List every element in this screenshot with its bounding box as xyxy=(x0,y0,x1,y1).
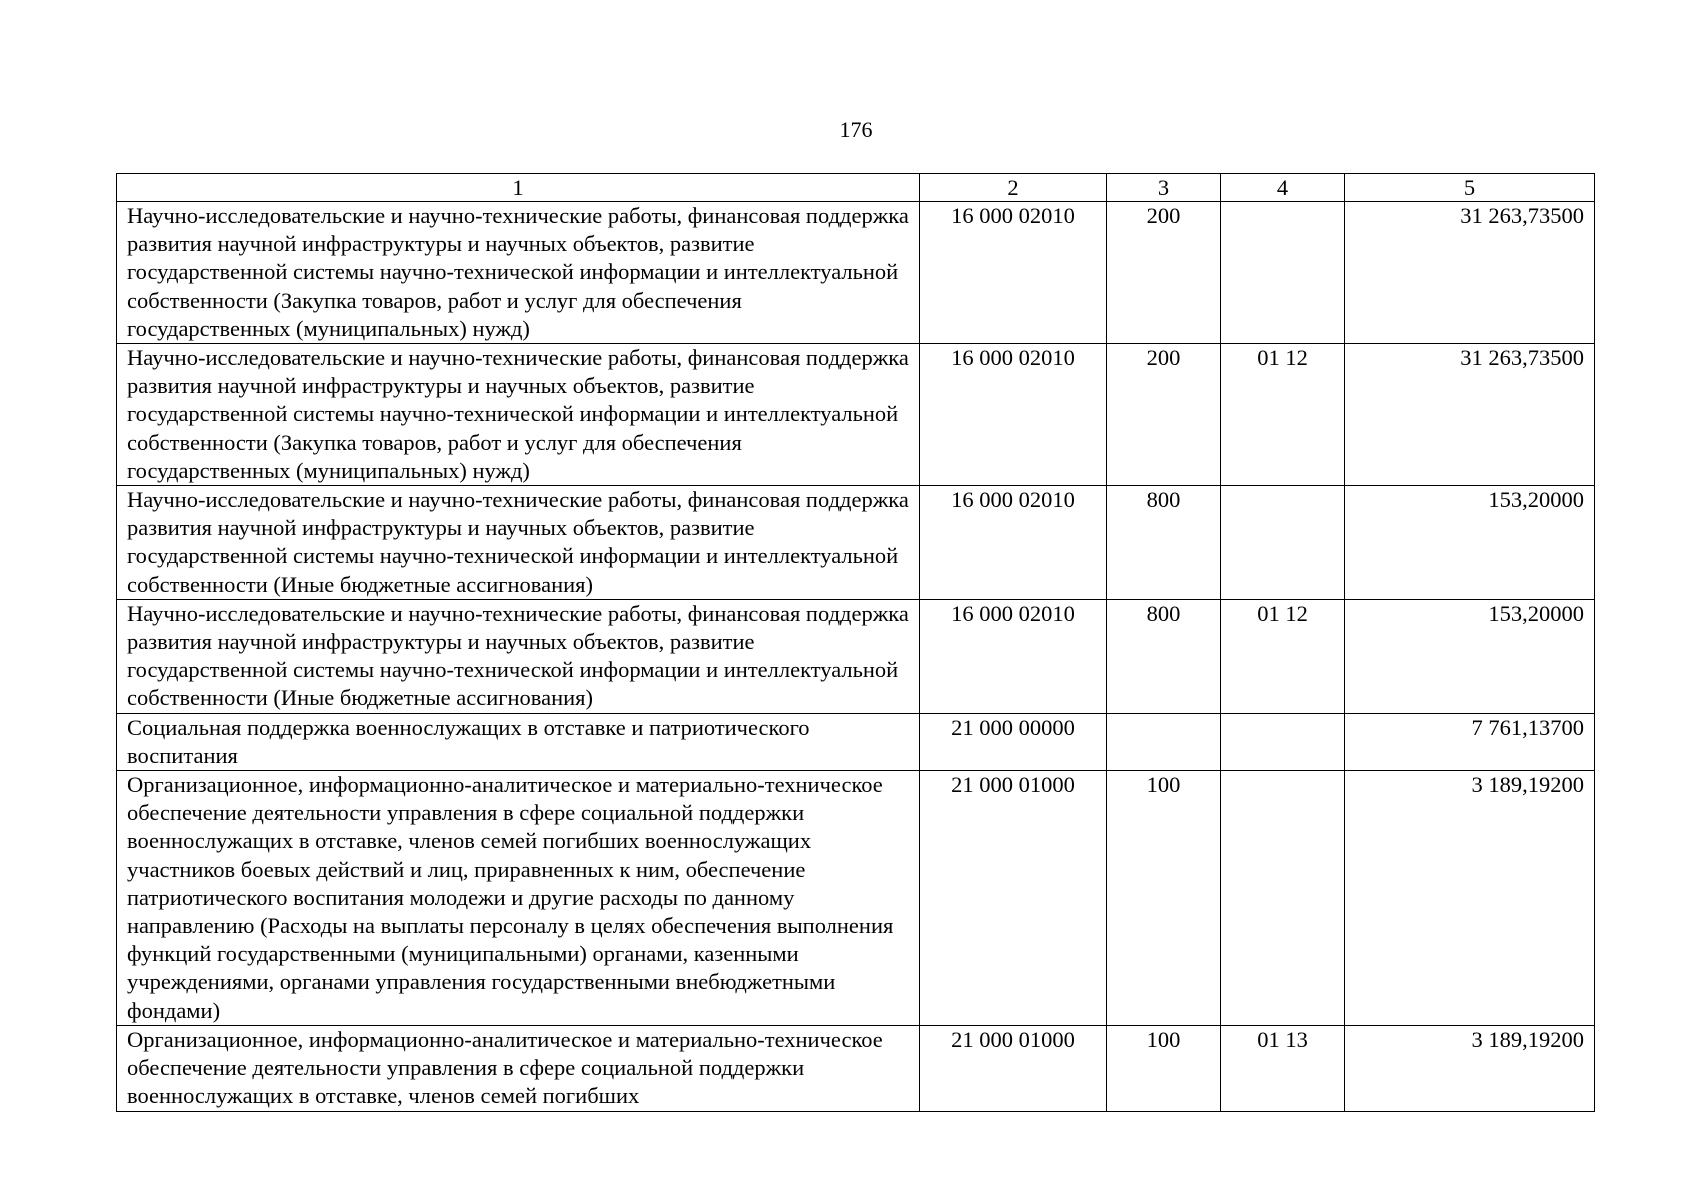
row-code: 16 000 02010 xyxy=(920,344,1107,486)
column-header: 5 xyxy=(1345,174,1595,202)
row-amount: 7 761,13700 xyxy=(1345,713,1595,770)
row-code: 21 000 01000 xyxy=(920,771,1107,1026)
row-amount: 31 263,73500 xyxy=(1345,344,1595,486)
row-type: 800 xyxy=(1107,599,1221,713)
table-row xyxy=(117,344,1595,486)
row-name: Научно-исследовательские и научно-технические работы, финансовая поддержка развития научной инфраструктуры и научных объектов, развитие государственной системы научно-технической информации и интеллектуальной собственности (Иные бюджетные ассигнования) xyxy=(117,486,920,600)
row-type: 100 xyxy=(1107,1025,1221,1111)
row-type: 200 xyxy=(1107,202,1221,344)
column-header: 1 xyxy=(117,174,920,202)
row-name: Научно-исследовательские и научно-технические работы, финансовая поддержка развития научной инфраструктуры и научных объектов, развитие государственной системы научно-технической информации и интеллектуальной собственности (Закупка товаров, работ и услуг для обеспечения государственных (муниципальных) нужд) xyxy=(117,344,920,486)
row-section: 01 12 xyxy=(1221,344,1345,486)
table-row xyxy=(117,202,1595,344)
row-code: 21 000 00000 xyxy=(920,713,1107,770)
row-type xyxy=(1107,713,1221,770)
row-name: Организационное, информационно-аналитическое и материально-техническое обеспечение деятельности управления в сфере социальной поддержки военнослужащих в отставке, членов семей погибших xyxy=(117,1025,920,1111)
row-code: 16 000 02010 xyxy=(920,599,1107,713)
page-number: 176 xyxy=(839,117,873,142)
row-section: 01 12 xyxy=(1221,599,1345,713)
row-name: Социальная поддержка военнослужащих в отставке и патриотического воспитания xyxy=(117,713,920,770)
row-section xyxy=(1221,713,1345,770)
row-type: 800 xyxy=(1107,486,1221,600)
row-amount: 31 263,73500 xyxy=(1345,202,1595,344)
table-row xyxy=(117,486,1595,600)
row-section xyxy=(1221,771,1345,1026)
row-code: 16 000 02010 xyxy=(920,486,1107,600)
table-row xyxy=(117,771,1595,1026)
row-type: 100 xyxy=(1107,771,1221,1026)
row-section xyxy=(1221,486,1345,600)
table-row xyxy=(117,599,1595,713)
column-header: 4 xyxy=(1221,174,1345,202)
row-name: Научно-исследовательские и научно-технические работы, финансовая поддержка развития научной инфраструктуры и научных объектов, развитие государственной системы научно-технической информации и интеллектуальной собственности (Закупка товаров, работ и услуг для обеспечения государственных (муниципальных) нужд) xyxy=(117,202,920,344)
table-header-row xyxy=(117,174,1595,202)
budget-table xyxy=(116,173,1595,1112)
row-type: 200 xyxy=(1107,344,1221,486)
row-amount: 153,20000 xyxy=(1345,486,1595,600)
row-amount: 153,20000 xyxy=(1345,599,1595,713)
row-section xyxy=(1221,202,1345,344)
row-name: Организационное, информационно-аналитическое и материально-техническое обеспечение деятельности управления в сфере социальной поддержки военнослужащих в отставке, членов семей погибших военнослужащих участников боевых действий и лиц, приравненных к ним, обеспечение патриотического воспитания молодежи и другие расходы по данному направлению (Расходы на выплаты персоналу в целях обеспечения выполнения функций государственными (муниципальными) органами, казенными учреждениями, органами управления государственными внебюджетными фондами) xyxy=(117,771,920,1026)
table-row xyxy=(117,1025,1595,1111)
row-name: Научно-исследовательские и научно-технические работы, финансовая поддержка развития научной инфраструктуры и научных объектов, развитие государственной системы научно-технической информации и интеллектуальной собственности (Иные бюджетные ассигнования) xyxy=(117,599,920,713)
column-header: 3 xyxy=(1107,174,1221,202)
row-code: 21 000 01000 xyxy=(920,1025,1107,1111)
row-code: 16 000 02010 xyxy=(920,202,1107,344)
row-amount: 3 189,19200 xyxy=(1345,771,1595,1026)
table-row xyxy=(117,713,1595,770)
column-header: 2 xyxy=(920,174,1107,202)
row-amount: 3 189,19200 xyxy=(1345,1025,1595,1111)
row-section: 01 13 xyxy=(1221,1025,1345,1111)
